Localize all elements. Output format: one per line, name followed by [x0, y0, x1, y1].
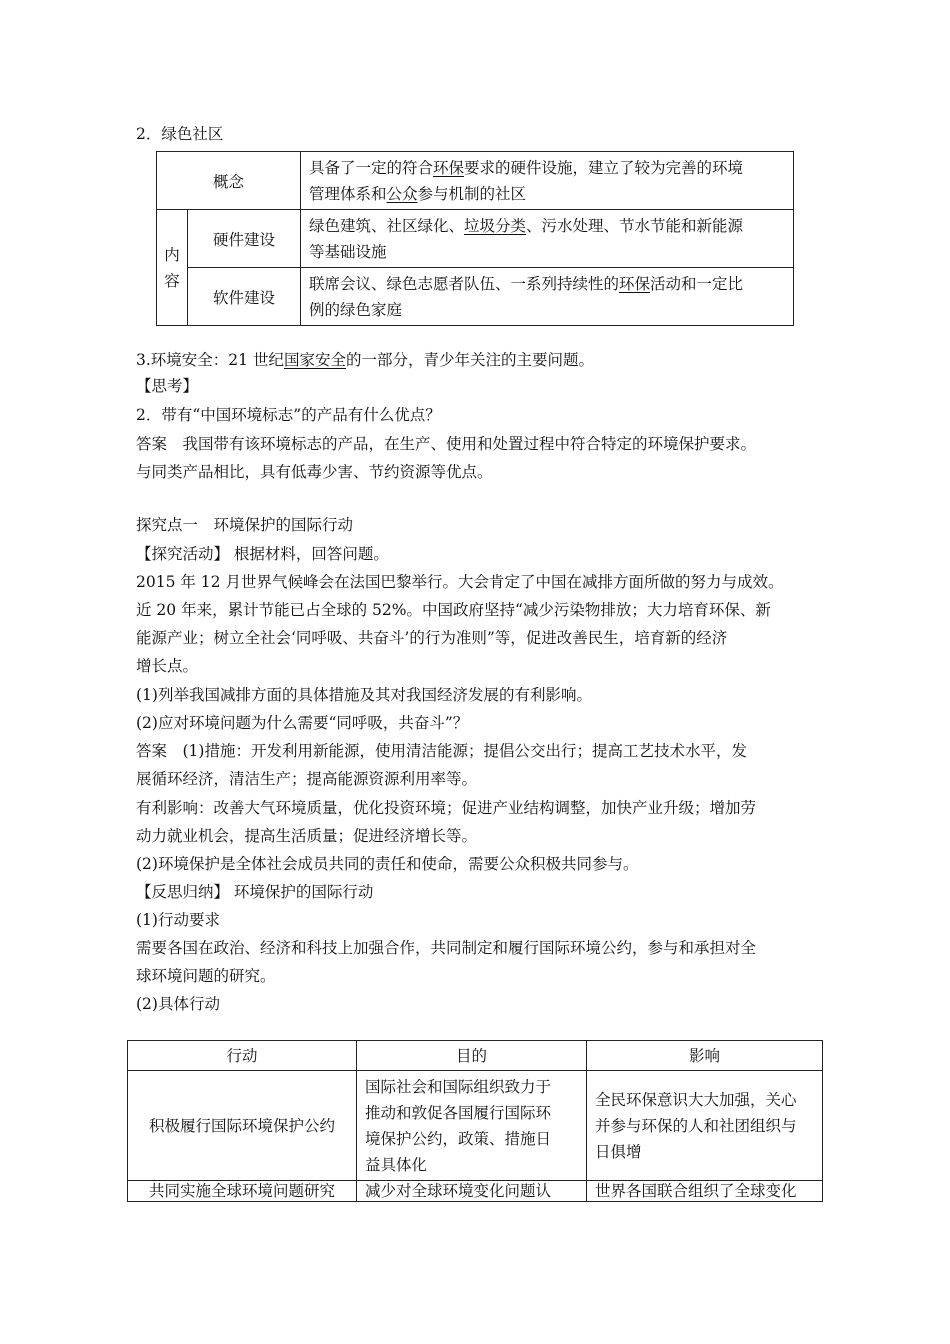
hardware-text: 绿色建筑、社区绿化、垃圾分类、污水处理、节水节能和新能源 等基础设施	[301, 210, 794, 268]
material-line: 近 20 年来，累计节能已占全球的 52%。中国政府坚持“减少污染物排放；大力培育环保、新	[136, 601, 771, 619]
material-line: 能源产业；树立全社会‘同呼吸、共奋斗’的行为准则”等，促进改善民生，培育新的经济	[136, 629, 728, 647]
material-line: 2015 年 12 月世界气候峰会在法国巴黎举行。大会肯定了中国在减排方面所做的努力与成效。	[136, 573, 784, 591]
purpose-cell: 减少对全球环境变化问题认	[357, 1181, 587, 1202]
concept-label: 概念	[157, 152, 301, 210]
material-line: 增长点。	[136, 657, 199, 675]
requirement-text: 需要各国在政治、经济和科技上加强合作，共同制定和履行国际环境公约，参与和承担对全	[136, 939, 757, 957]
action-cell: 积极履行国际环境保护公约	[128, 1071, 357, 1181]
answer-line: 展循环经济，清洁生产；提高能源资源利用率等。	[136, 770, 478, 788]
software-label: 软件建设	[188, 268, 301, 326]
question-1: (1)列举我国减排方面的具体措施及其对我国经济发展的有利影响。	[136, 686, 592, 704]
impact-cell: 世界各国联合组织了全球变化	[587, 1181, 823, 1202]
answer-line: 答案 (1)措施：开发利用新能源，使用清洁能源；提倡公交出行；提高工艺技术水平，发	[136, 742, 747, 760]
answer-line: (2)环境保护是全体社会成员共同的责任和使命，需要公众积极共同参与。	[136, 855, 639, 873]
reflect-title: 【反思归纳】 环境保护的国际行动	[136, 883, 374, 901]
header-action: 行动	[128, 1041, 357, 1071]
header-impact: 影响	[587, 1041, 823, 1071]
think-tag: 【思考】	[136, 377, 199, 395]
international-action-table	[127, 1040, 823, 1202]
green-community-table	[156, 151, 794, 326]
think-answer-line: 答案 我国带有该环境标志的产品，在生产、使用和处置过程中符合特定的环境保护要求。	[136, 435, 757, 453]
header-purpose: 目的	[357, 1041, 587, 1071]
env-security-line: 3.环境安全：21 世纪国家安全的一部分，青少年关注的主要问题。	[136, 351, 594, 369]
answer-line: 有利影响：改善大气环境质量，优化投资环境；促进产业结构调整，加快产业升级；增加劳	[136, 799, 757, 817]
answer-line: 动力就业机会，提高生活质量；促进经济增长等。	[136, 827, 478, 845]
impact-cell: 全民环保意识大大加强，关心 并参与环保的人和社团组织与 日俱增	[587, 1071, 823, 1181]
explore-activity: 【探究活动】 根据材料，回答问题。	[136, 545, 389, 563]
action-cell: 共同实施全球环境问题研究	[128, 1181, 357, 1202]
heading-green-community: 2．绿色社区	[136, 125, 224, 143]
content-label: 内 容	[157, 210, 188, 326]
purpose-cell: 国际社会和国际组织致力于 推动和敦促各国履行国际环 境保护公约，政策、措施日 益具体化	[357, 1071, 587, 1181]
requirement-text: 球环境问题的研究。	[136, 967, 276, 985]
action-title: (2)具体行动	[136, 995, 220, 1013]
think-answer-line: 与同类产品相比，具有低毒少害、节约资源等优点。	[136, 463, 493, 481]
software-text: 联席会议、绿色志愿者队伍、一系列持续性的环保活动和一定比 例的绿色家庭	[301, 268, 794, 326]
think-question: 2．带有“中国环境标志”的产品有什么优点？	[136, 406, 441, 424]
question-2: (2)应对环境问题为什么需要“同呼吸，共奋斗”？	[136, 714, 469, 732]
requirement-title: (1)行动要求	[136, 911, 220, 929]
explore-title: 探究点一 环境保护的国际行动	[136, 516, 354, 534]
concept-text: 具备了一定的符合环保要求的硬件设施，建立了较为完善的环境 管理体系和公众参与机制的社区	[301, 152, 794, 210]
hardware-label: 硬件建设	[188, 210, 301, 268]
